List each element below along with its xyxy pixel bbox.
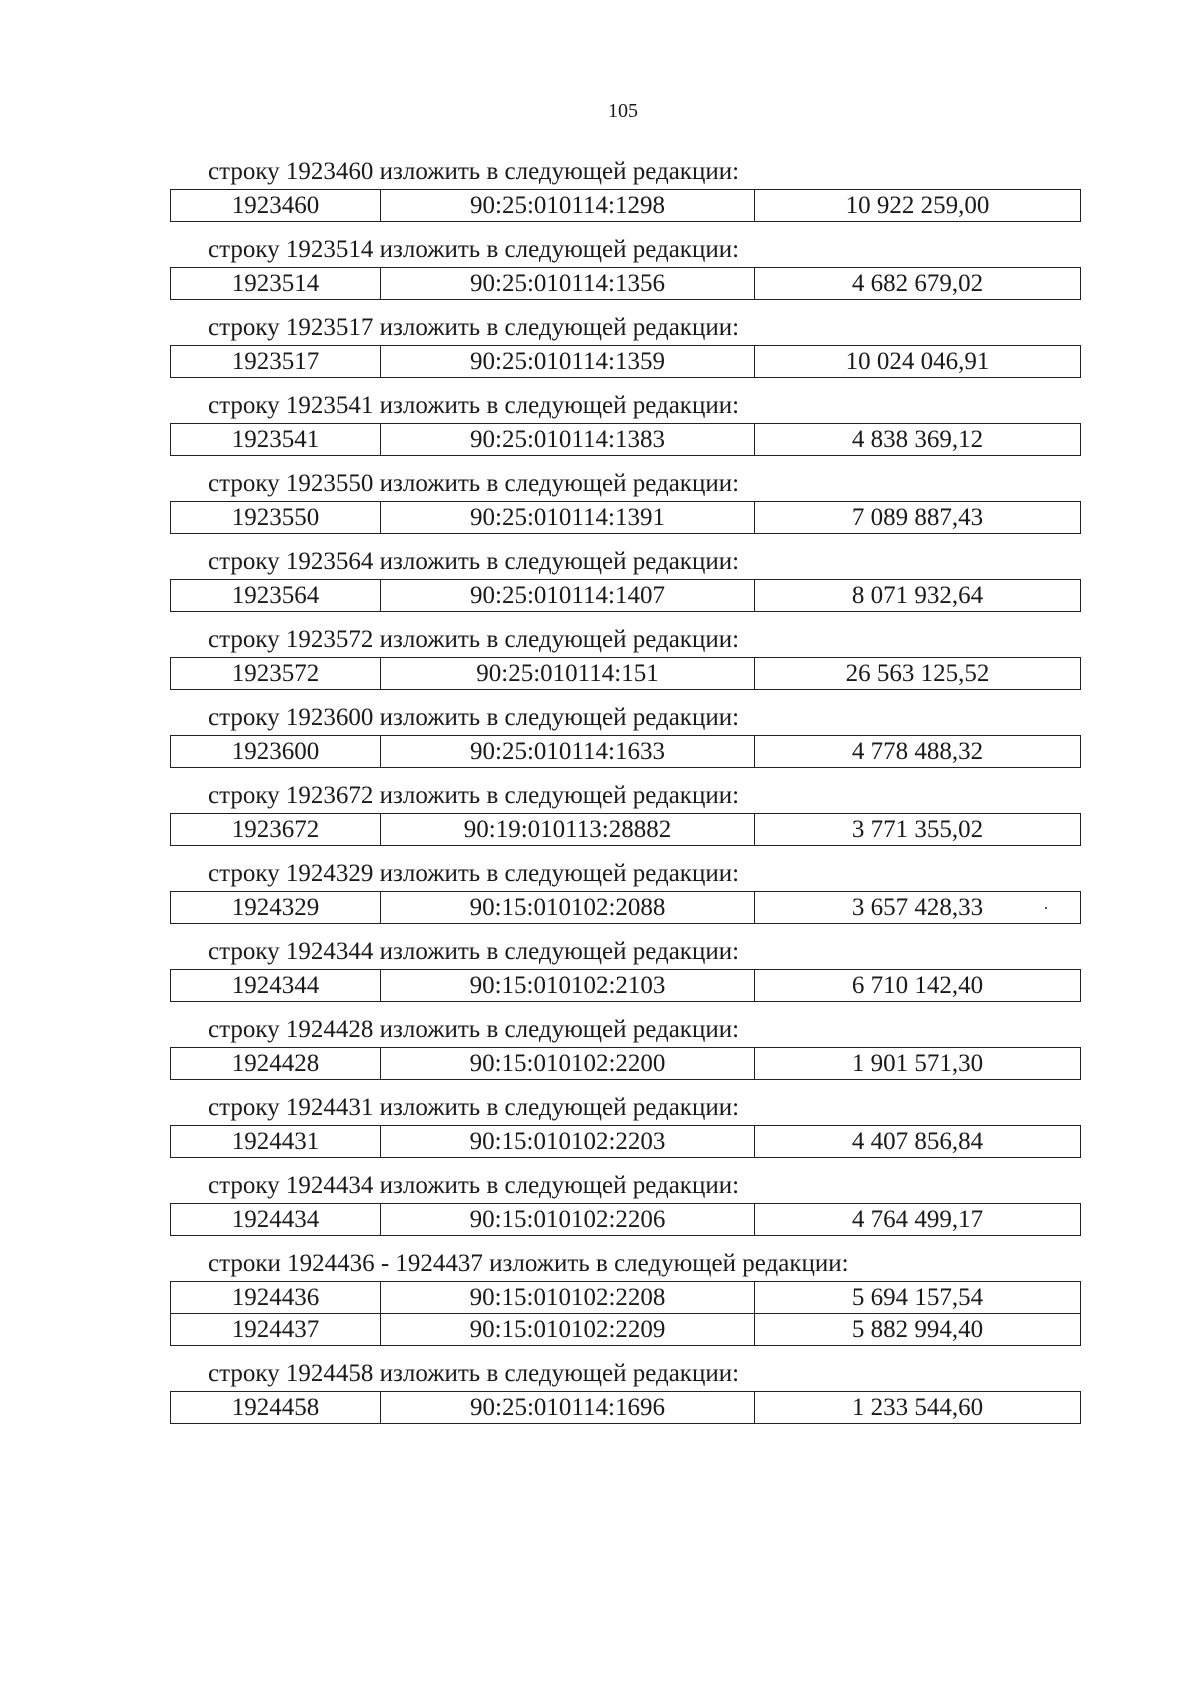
amendment-instruction: строку 1924428 изложить в следующей редакции: (208, 1016, 740, 1043)
amendment-instruction: строки 1924436 - 1924437 изложить в следующей редакции: (208, 1250, 849, 1277)
amendment-table (170, 1203, 1081, 1236)
value-cell: 10 024 046,91 (755, 346, 1081, 378)
value-cell: 4 682 679,02 (755, 268, 1081, 300)
row-number-cell: 1924329 (171, 892, 381, 924)
amendment-table (170, 345, 1081, 378)
amendment-instruction: строку 1924344 изложить в следующей редакции: (208, 938, 740, 965)
cadastral-number-cell: 90:25:010114:1696 (381, 1392, 755, 1424)
value-cell: 10 922 259,00 (755, 190, 1081, 222)
amendment-entry (170, 233, 1080, 300)
amendment-entry (170, 389, 1080, 456)
row-number-cell: 1923600 (171, 736, 381, 768)
value-cell: 4 838 369,12 (755, 424, 1081, 456)
row-number-cell: 1923541 (171, 424, 381, 456)
cadastral-number-cell: 90:25:010114:1383 (381, 424, 755, 456)
amendment-table (170, 1047, 1081, 1080)
table-row (171, 580, 1081, 612)
value-cell: 4 764 499,17 (755, 1204, 1081, 1236)
amendment-entry (170, 1091, 1080, 1158)
amendment-entry (170, 1013, 1080, 1080)
table-row (171, 736, 1081, 768)
amendment-instruction: строку 1923460 изложить в следующей редакции: (208, 158, 740, 185)
cadastral-number-cell: 90:25:010114:151 (381, 658, 755, 690)
cadastral-number-cell: 90:19:010113:28882 (381, 814, 755, 846)
row-number-cell: 1923572 (171, 658, 381, 690)
row-number-cell: 1923564 (171, 580, 381, 612)
amendment-instruction: строку 1923517 изложить в следующей редакции: (208, 314, 740, 341)
cadastral-number-cell: 90:15:010102:2088 (381, 892, 755, 924)
amendment-entry (170, 545, 1080, 612)
row-number-cell: 1923514 (171, 268, 381, 300)
scan-speck (1045, 907, 1047, 909)
amendment-entry (170, 623, 1080, 690)
amendment-table (170, 1281, 1081, 1346)
amendment-table (170, 657, 1081, 690)
value-cell: 1 233 544,60 (755, 1392, 1081, 1424)
amendment-table (170, 735, 1081, 768)
table-row (171, 424, 1081, 456)
table-row (171, 970, 1081, 1002)
amendment-table (170, 1125, 1081, 1158)
amendment-instruction: строку 1923564 изложить в следующей редакции: (208, 548, 740, 575)
value-cell: 5 882 994,40 (755, 1314, 1081, 1346)
amendment-instruction: строку 1924434 изложить в следующей редакции: (208, 1172, 740, 1199)
amendment-entry (170, 155, 1080, 222)
amendment-instruction: строку 1923672 изложить в следующей редакции: (208, 782, 740, 809)
cadastral-number-cell: 90:15:010102:2103 (381, 970, 755, 1002)
value-cell: 3 657 428,33 (755, 892, 1081, 924)
table-row (171, 1392, 1081, 1424)
row-number-cell: 1924458 (171, 1392, 381, 1424)
amendment-entry (170, 857, 1080, 924)
row-number-cell: 1924436 (171, 1282, 381, 1314)
table-row (171, 190, 1081, 222)
cadastral-number-cell: 90:15:010102:2209 (381, 1314, 755, 1346)
cadastral-number-cell: 90:15:010102:2208 (381, 1282, 755, 1314)
amendment-instruction: строку 1923541 изложить в следующей редакции: (208, 392, 740, 419)
amendment-table (170, 267, 1081, 300)
table-row (171, 892, 1081, 924)
cadastral-number-cell: 90:25:010114:1359 (381, 346, 755, 378)
page-number: 105 (608, 100, 638, 122)
document-body (170, 155, 1080, 1435)
value-cell: 4 407 856,84 (755, 1126, 1081, 1158)
value-cell: 26 563 125,52 (755, 658, 1081, 690)
cadastral-number-cell: 90:15:010102:2206 (381, 1204, 755, 1236)
cadastral-number-cell: 90:25:010114:1391 (381, 502, 755, 534)
row-number-cell: 1923517 (171, 346, 381, 378)
row-number-cell: 1924344 (171, 970, 381, 1002)
amendment-table (170, 891, 1081, 924)
amendment-table (170, 969, 1081, 1002)
row-number-cell: 1924434 (171, 1204, 381, 1236)
cadastral-number-cell: 90:25:010114:1298 (381, 190, 755, 222)
table-row (171, 658, 1081, 690)
amendment-entry (170, 311, 1080, 378)
cadastral-number-cell: 90:25:010114:1356 (381, 268, 755, 300)
amendment-table (170, 1391, 1081, 1424)
amendment-entry (170, 1169, 1080, 1236)
table-row (171, 502, 1081, 534)
row-number-cell: 1923460 (171, 190, 381, 222)
cadastral-number-cell: 90:25:010114:1633 (381, 736, 755, 768)
value-cell: 5 694 157,54 (755, 1282, 1081, 1314)
amendment-table (170, 579, 1081, 612)
table-row (171, 1204, 1081, 1236)
value-cell: 7 089 887,43 (755, 502, 1081, 534)
table-row (171, 1126, 1081, 1158)
amendment-instruction: строку 1924329 изложить в следующей редакции: (208, 860, 740, 887)
value-cell: 8 071 932,64 (755, 580, 1081, 612)
row-number-cell: 1924431 (171, 1126, 381, 1158)
amendment-entry (170, 701, 1080, 768)
amendment-instruction: строку 1923550 изложить в следующей редакции: (208, 470, 740, 497)
table-row (171, 268, 1081, 300)
row-number-cell: 1923550 (171, 502, 381, 534)
table-row (171, 814, 1081, 846)
cadastral-number-cell: 90:25:010114:1407 (381, 580, 755, 612)
cadastral-number-cell: 90:15:010102:2203 (381, 1126, 755, 1158)
row-number-cell: 1924437 (171, 1314, 381, 1346)
amendment-instruction: строку 1923514 изложить в следующей редакции: (208, 236, 740, 263)
amendment-instruction: строку 1923572 изложить в следующей редакции: (208, 626, 740, 653)
table-row (171, 1314, 1081, 1346)
amendment-instruction: строку 1924458 изложить в следующей редакции: (208, 1360, 740, 1387)
amendment-instruction: строку 1923600 изложить в следующей редакции: (208, 704, 740, 731)
amendment-entry (170, 1357, 1080, 1424)
value-cell: 1 901 571,30 (755, 1048, 1081, 1080)
row-number-cell: 1923672 (171, 814, 381, 846)
amendment-entry (170, 779, 1080, 846)
row-number-cell: 1924428 (171, 1048, 381, 1080)
value-cell: 4 778 488,32 (755, 736, 1081, 768)
amendment-table (170, 189, 1081, 222)
amendment-table (170, 501, 1081, 534)
value-cell: 3 771 355,02 (755, 814, 1081, 846)
amendment-entry (170, 1247, 1080, 1346)
table-row (171, 346, 1081, 378)
amendment-table (170, 423, 1081, 456)
amendment-table (170, 813, 1081, 846)
amendment-instruction: строку 1924431 изложить в следующей редакции: (208, 1094, 740, 1121)
amendment-entry (170, 467, 1080, 534)
table-row (171, 1048, 1081, 1080)
value-cell: 6 710 142,40 (755, 970, 1081, 1002)
table-row (171, 1282, 1081, 1314)
amendment-entry (170, 935, 1080, 1002)
cadastral-number-cell: 90:15:010102:2200 (381, 1048, 755, 1080)
